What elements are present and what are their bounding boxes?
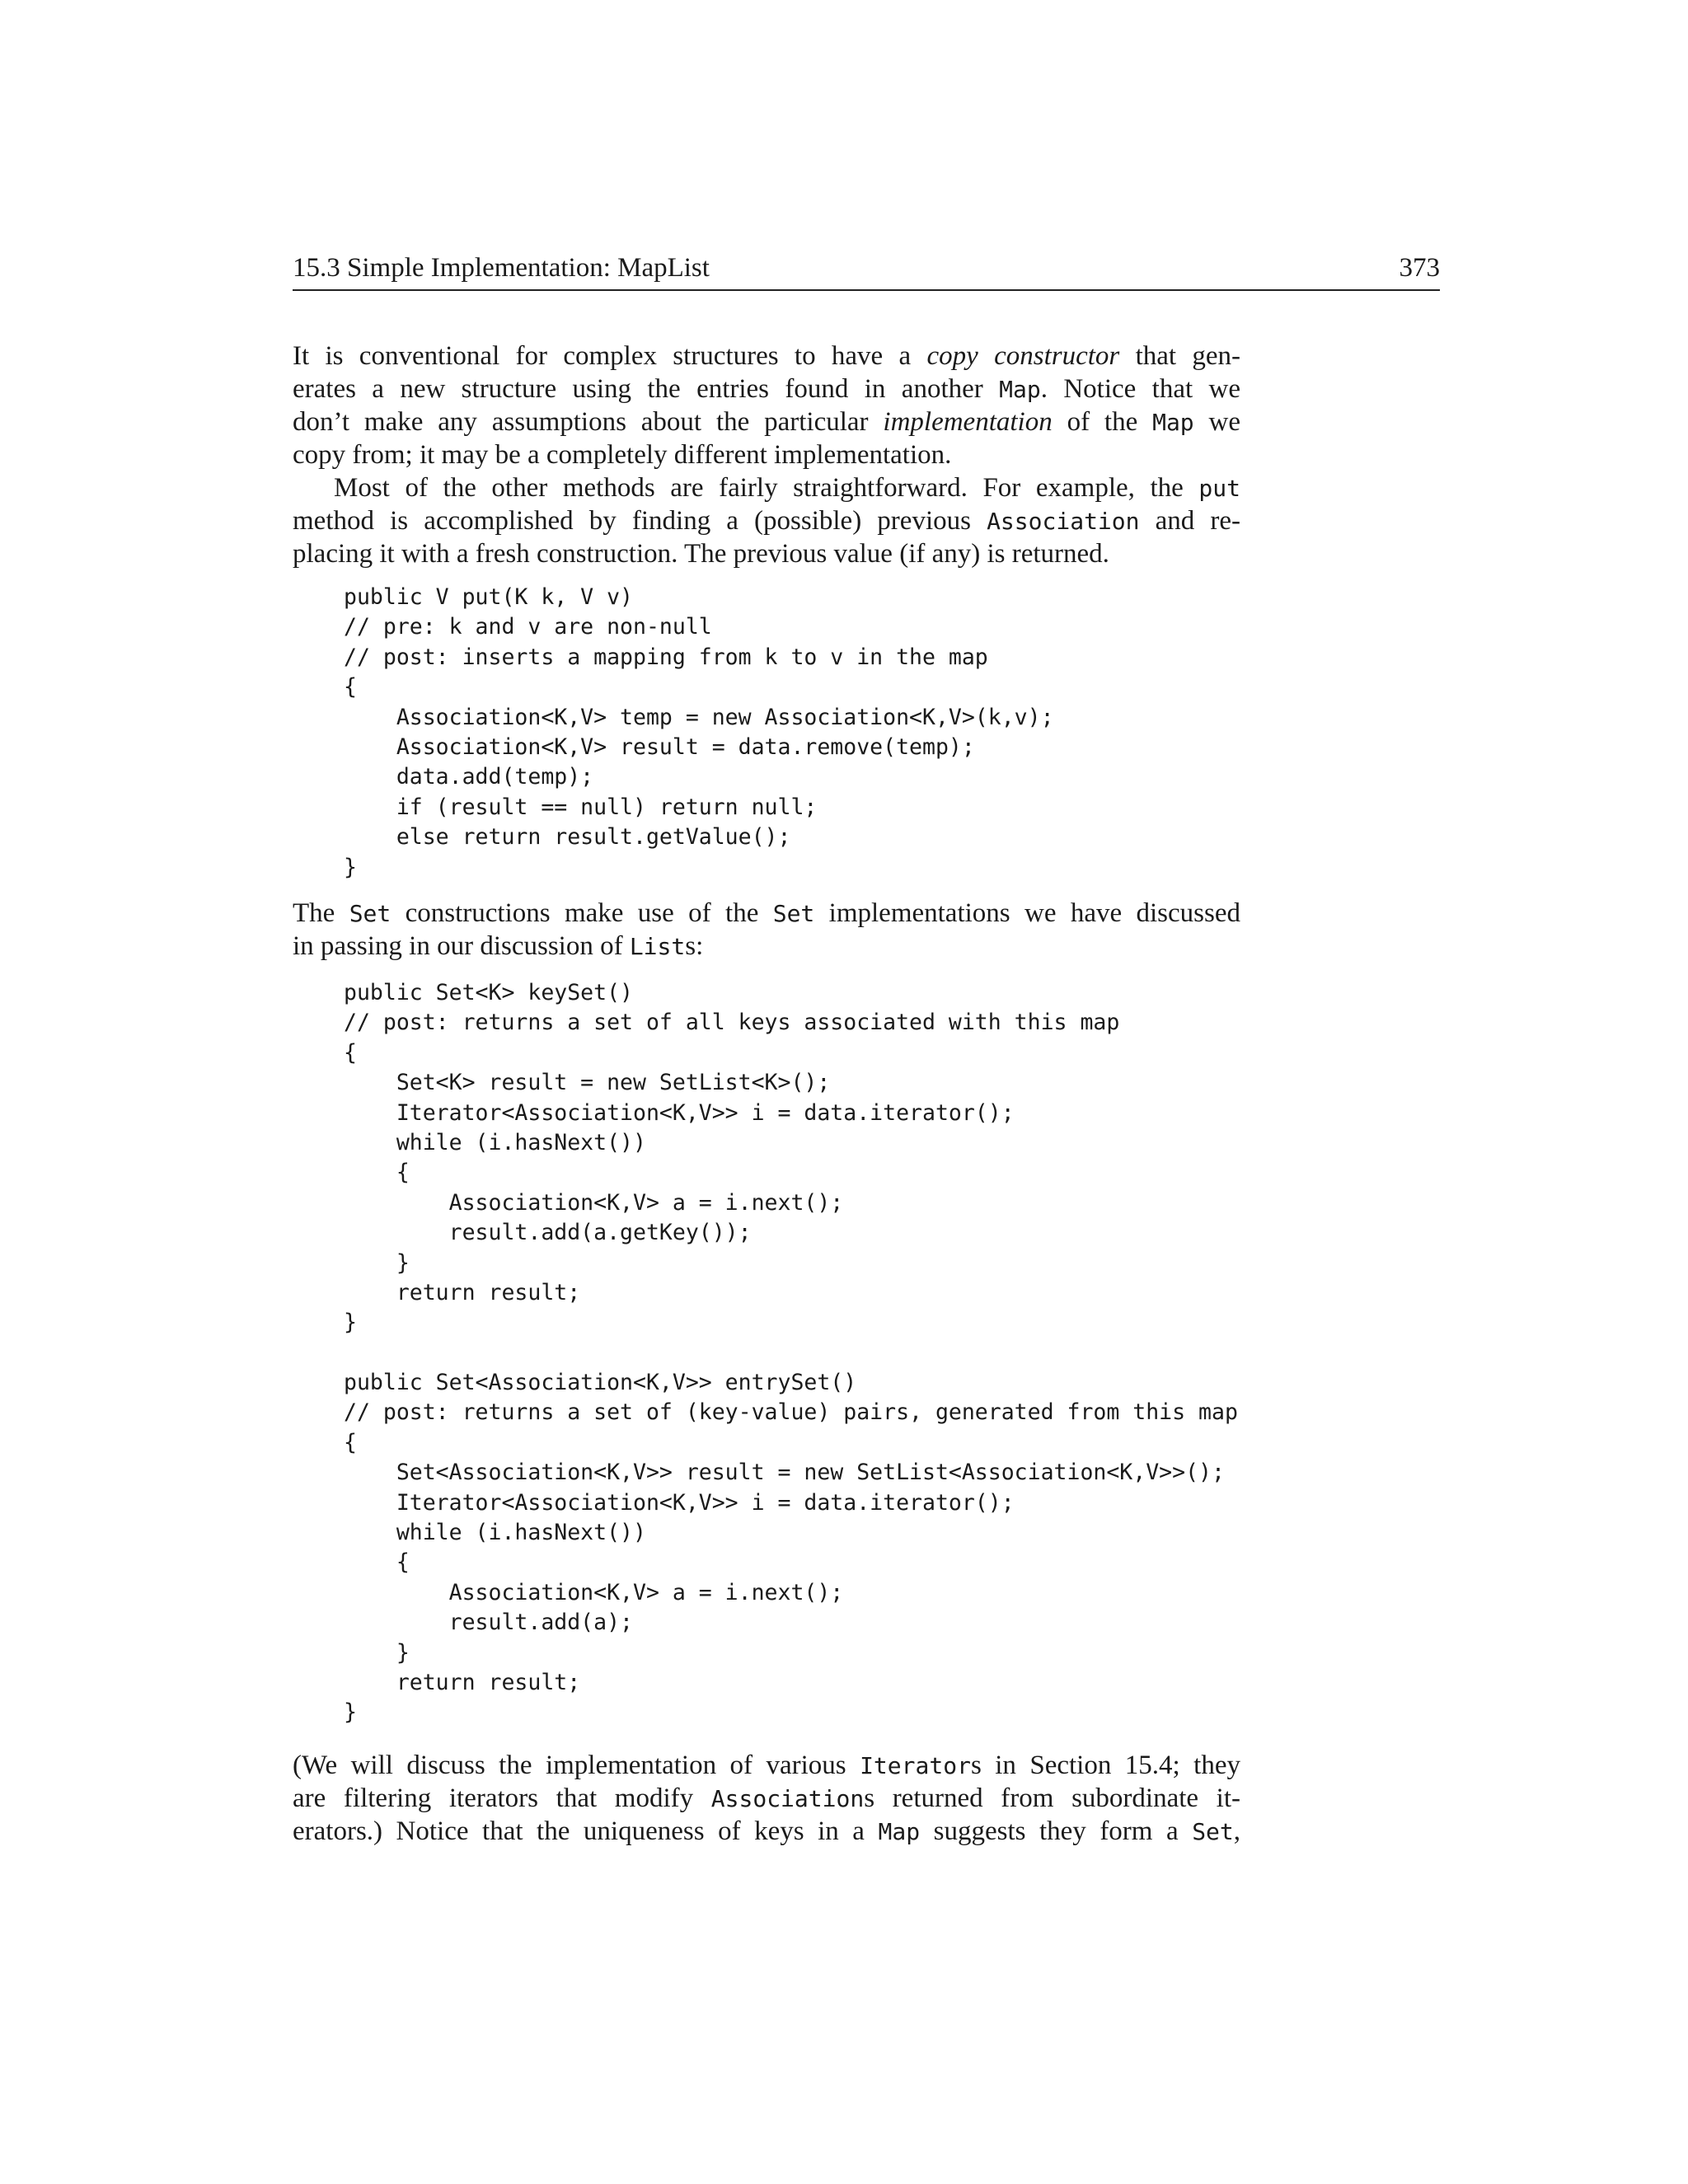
code-line: // post: returns a set of (key-value) pairs, generated from this map	[344, 1399, 1238, 1426]
code-line: result.add(a);	[344, 1610, 633, 1636]
text-line: The Set constructions make use of the Set implementations we have discussed	[293, 898, 1240, 928]
code-line: {	[344, 1429, 357, 1455]
text-line: placing it with a fresh construction. The previous value (if any) is returned.	[293, 539, 1109, 569]
code-line: Association<K,V> a = i.next();	[344, 1579, 844, 1605]
paragraph-put-method	[293, 471, 1240, 570]
code-line: Iterator<Association<K,V>> i = data.iterator();	[344, 1489, 1015, 1516]
code-line	[344, 1338, 1238, 1368]
text-line: don’t make any assumptions about the particular implementation of the Map we	[293, 407, 1241, 437]
code-line: public Set<K> keySet()	[344, 980, 633, 1005]
text-line: in passing in our discussion of Lists:	[293, 931, 704, 961]
running-header	[293, 251, 1440, 291]
code-line: }	[344, 1639, 410, 1666]
code-line: if (result == null) return null;	[344, 794, 818, 820]
code-line: {	[344, 674, 357, 701]
section-title: 15.3 Simple Implementation: MapList	[293, 253, 710, 283]
code-line: }	[344, 1699, 357, 1726]
code-line: Association<K,V> temp = new Association<K,V>(k,v);	[344, 704, 1054, 730]
text-line: It is conventional for complex structures to have a copy constructor that gen-	[293, 341, 1241, 371]
text-line: (We will discuss the implementation of various Iterators in Section 15.4; they	[293, 1750, 1240, 1780]
code-line: Iterator<Association<K,V>> i = data.iterator();	[344, 1099, 1015, 1126]
code-line: public V put(K k, V v)	[344, 584, 633, 610]
code-line: }	[344, 854, 357, 880]
code-line: Set<Association<K,V>> result = new SetList<Association<K,V>>();	[344, 1460, 1225, 1486]
code-line: }	[344, 1249, 410, 1276]
paragraph-copy-constructor	[293, 340, 1240, 471]
page-number: 373	[1399, 253, 1440, 283]
code-line: return result;	[344, 1669, 581, 1695]
code-line: data.add(temp);	[344, 764, 594, 790]
code-line: {	[344, 1039, 357, 1066]
code-line: result.add(a.getKey());	[344, 1220, 752, 1246]
text-line: copy from; it may be a completely different implementation.	[293, 440, 952, 470]
code-line: Set<K> result = new SetList<K>();	[344, 1070, 831, 1096]
text-line: method is accomplished by finding a (possible) previous Association and re-	[293, 506, 1240, 536]
paragraph-set-constructions	[293, 897, 1240, 963]
code-line: Association<K,V> result = data.remove(temp);	[344, 733, 975, 760]
code-line: // pre: k and v are non-null	[344, 614, 712, 640]
text-line: Most of the other methods are fairly straightforward. For example, the put	[334, 473, 1240, 503]
paragraph-iterators	[293, 1749, 1240, 1848]
code-line: // post: returns a set of all keys associated with this map	[344, 1010, 1120, 1036]
code-line: else return result.getValue();	[344, 824, 791, 851]
code-line: public Set<Association<K,V>> entrySet()	[344, 1370, 857, 1396]
code-line: // post: inserts a mapping from k to v in the map	[344, 644, 988, 670]
text-line: are filtering iterators that modify Associations returned from subordinate it-	[293, 1783, 1241, 1813]
code-listing-keyset-entryset	[344, 978, 1238, 1728]
code-line: while (i.hasNext())	[344, 1520, 646, 1546]
code-line: }	[344, 1310, 357, 1336]
code-line: return result;	[344, 1279, 581, 1305]
code-line: Association<K,V> a = i.next();	[344, 1189, 844, 1216]
text-line: erators.) Notice that the uniqueness of keys in a Map suggests they form a Set,	[293, 1816, 1241, 1846]
text-line: erates a new structure using the entries found in another Map. Notice that we	[293, 374, 1240, 404]
code-line: {	[344, 1549, 410, 1576]
code-line: {	[344, 1160, 410, 1186]
code-listing-put	[344, 583, 1054, 883]
code-line: while (i.hasNext())	[344, 1129, 646, 1155]
